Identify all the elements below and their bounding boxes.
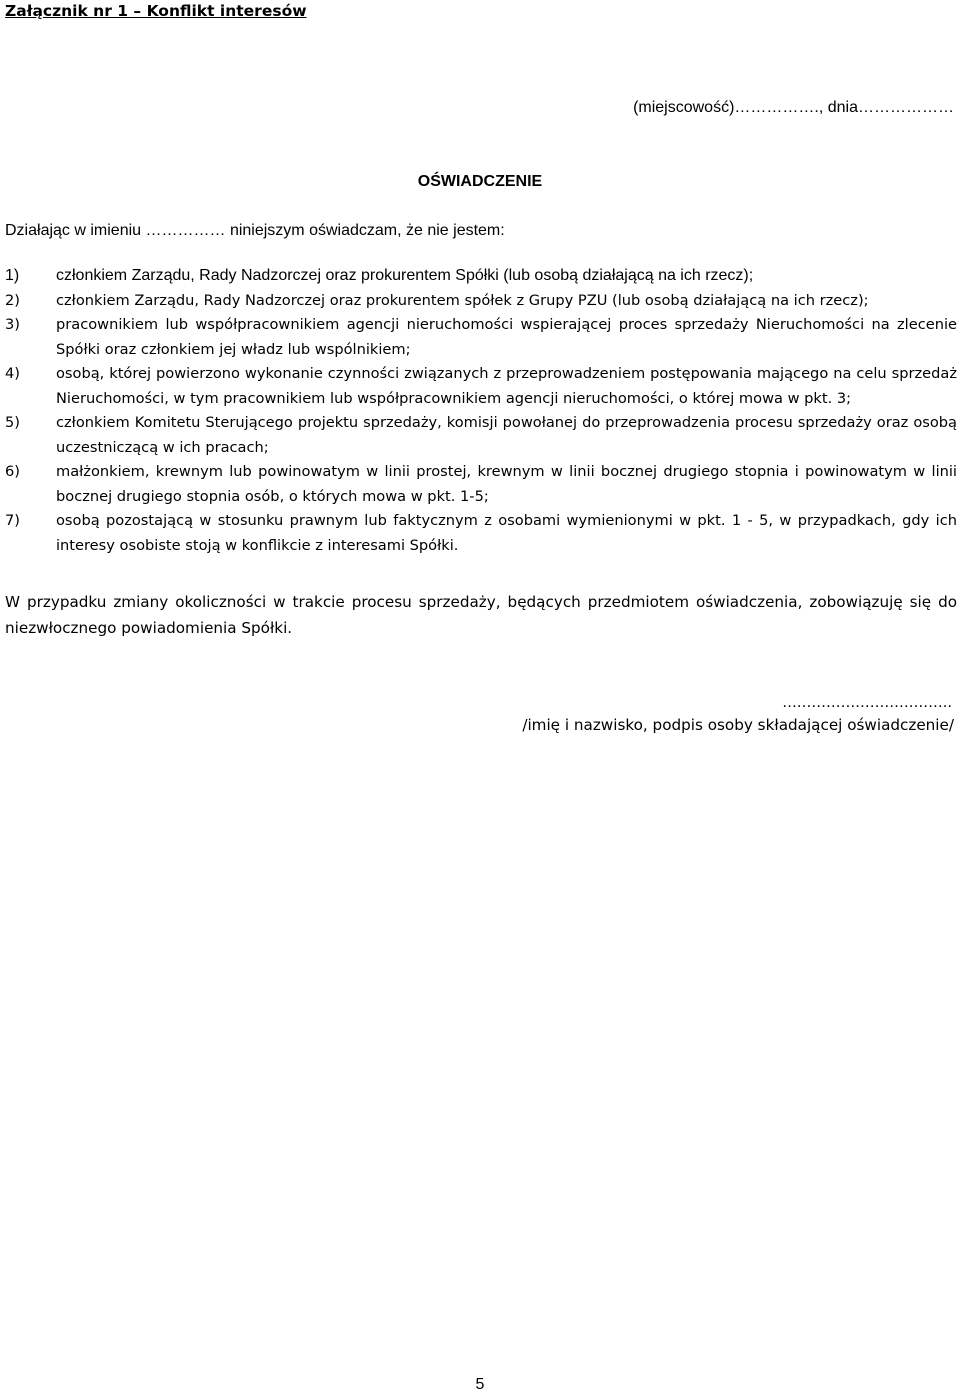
list-item-text: osobą, której powierzono wykonanie czynności związanych z przeprowadzeniem postępowania mającego na celu sprzedaż Nieruchomości, w tym pracownikiem lub współpracownikiem agencji nieruchomości, o której mowa w pkt. 3;: [56, 365, 957, 407]
closing-statement: W przypadku zmiany okoliczności w trakcie procesu sprzedaży, będących przedmiotem oświadczenia, zobowiązuję się do niezwłocznego powiadomienia Spółki.: [5, 593, 957, 637]
document-title: OŚWIADCZENIE: [417, 173, 543, 190]
signature-line: ……………………………..: [782, 694, 952, 711]
attachment-heading: Załącznik nr 1 – Konflikt interesów: [5, 2, 307, 20]
list-item-text: osobą pozostającą w stosunku prawnym lub faktycznym z osobami wymienionymi w pkt. 1 - 5, w przypadkach, gdy ich interesy osobiste stoją w konflikcie z interesami Spółki.: [56, 512, 957, 554]
declaration-list: [5, 264, 957, 558]
list-item-number: 3): [5, 316, 20, 333]
list-item-number: 6): [5, 463, 20, 480]
intro-statement: Działając w imieniu …………… niniejszym oświadczam, że nie jestem:: [5, 222, 505, 239]
list-item-text: małżonkiem, krewnym lub powinowatym w linii prostej, krewnym w linii bocznej drugiego stopnia i powinowatym w linii bocznej drugiego stopnia osób, o których mowa w pkt. 1-5;: [56, 463, 957, 505]
signature-caption: /imię i nazwisko, podpis osoby składającej oświadczenie/: [522, 716, 954, 734]
list-item-text: członkiem Zarządu, Rady Nadzorczej oraz prokurentem spółek z Grupy PZU (lub osobą działającą na ich rzecz);: [56, 291, 869, 309]
list-item-text: pracownikiem lub współpracownikiem agencji nieruchomości wspierającej proces sprzedaży Nieruchomości na zlecenie Spółki oraz członkiem jej władz lub wspólnikiem;: [56, 316, 957, 358]
place-and-date-line: (miejscowość)……………., dnia………………: [633, 99, 954, 116]
list-item-number: 1): [5, 267, 20, 284]
list-item-1: [5, 264, 957, 289]
list-item-5: [5, 411, 957, 460]
list-item-3: [5, 313, 957, 362]
list-item-number: 4): [5, 365, 20, 382]
list-item-4: [5, 362, 957, 411]
page-number: 5: [475, 1376, 485, 1393]
list-item-7: [5, 509, 957, 558]
list-item-text: członkiem Zarządu, Rady Nadzorczej oraz prokurentem Spółki (lub osobą działającą na ich rzecz);: [56, 267, 754, 284]
list-item-6: [5, 460, 957, 509]
list-item-number: 2): [5, 291, 20, 309]
list-item-text: członkiem Komitetu Sterującego projektu sprzedaży, komisji powołanej do przeprowadzenia procesu sprzedaży oraz osobą uczestniczącą w ich pracach;: [56, 414, 957, 456]
list-item-number: 7): [5, 512, 20, 529]
list-item-2: [5, 289, 957, 314]
list-item-number: 5): [5, 414, 20, 431]
